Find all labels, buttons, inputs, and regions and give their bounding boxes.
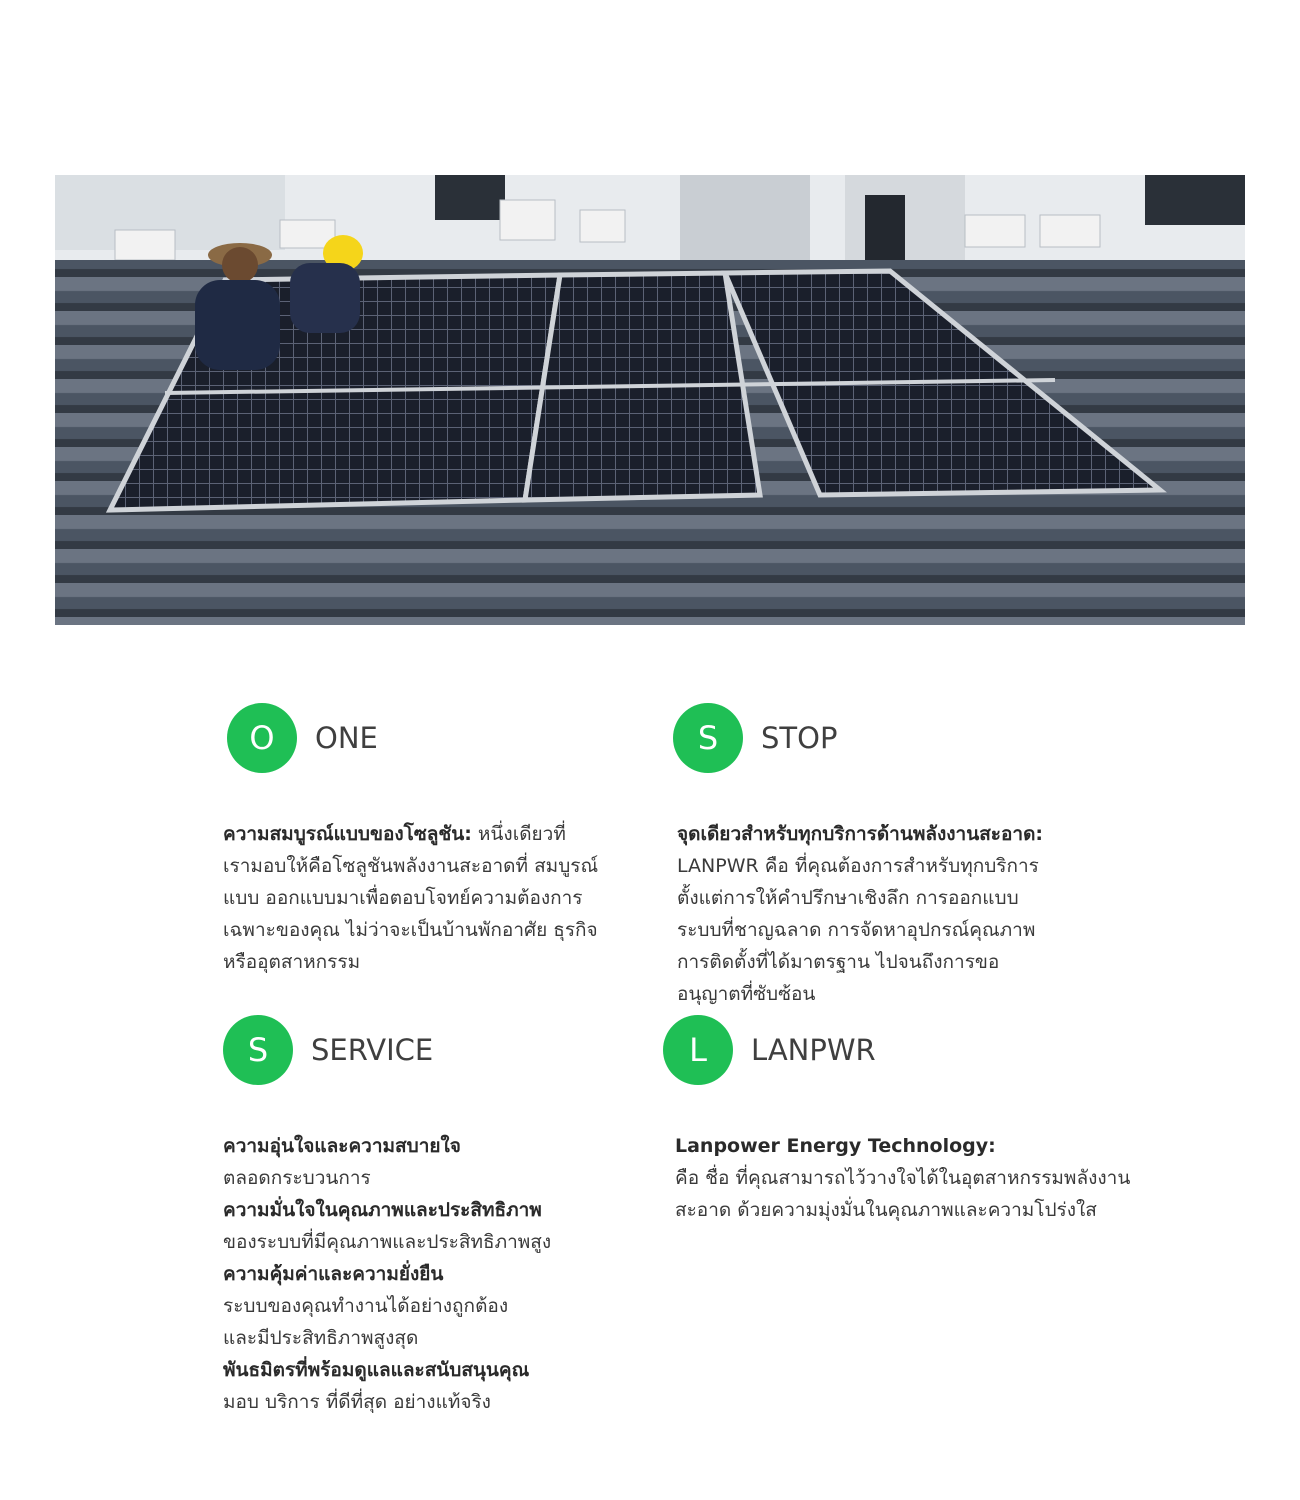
feature-lanpwr-lead: Lanpower Energy Technology:	[675, 1135, 996, 1157]
service-item-text: ของระบบที่มีคุณภาพและประสิทธิภาพสูง	[223, 1231, 552, 1253]
hero-solar-photo	[55, 175, 1245, 625]
feature-stop-description	[677, 818, 1043, 1010]
service-item-text: และมีประสิทธิภาพสูงสุด	[223, 1327, 419, 1349]
feature-service-heading	[223, 1015, 433, 1085]
service-item-text: มอบ บริการ ที่ดีที่สุด อย่างแท้จริง	[223, 1391, 491, 1413]
letter-badge-l: L	[663, 1015, 733, 1085]
letter-badge-s: S	[223, 1015, 293, 1085]
feature-stop-lead: จุดเดียวสำหรับทุกบริการด้านพลังงานสะอาด:	[677, 823, 1044, 845]
feature-lanpwr-heading	[663, 1015, 876, 1085]
feature-one-line: แบบ ออกแบบมาเพื่อตอบโจทย์ความต้องการ	[223, 887, 583, 909]
feature-title-one: ONE	[315, 721, 378, 755]
feature-one-line: เรามอบให้คือโซลูชันพลังงานสะอาดที่ สมบูรณ์	[223, 855, 599, 877]
service-item-title: พันธมิตรที่พร้อมดูแลและสนับสนุนคุณ	[223, 1359, 530, 1381]
feature-one-line: เฉพาะของคุณ ไม่ว่าจะเป็นบ้านพักอาศัย ธุรกิจ	[223, 919, 598, 941]
feature-one-heading	[227, 703, 378, 773]
letter-badge-s: S	[673, 703, 743, 773]
feature-one-description	[223, 818, 598, 978]
service-item-title: ความอุ่นใจและความสบายใจ	[223, 1135, 461, 1157]
service-item-title: ความคุ้มค่าและความยั่งยืน	[223, 1263, 444, 1285]
feature-one-line: หรืออุตสาหกรรม	[223, 951, 361, 973]
service-item-text: ตลอดกระบวนการ	[223, 1167, 371, 1189]
feature-stop-heading	[673, 703, 837, 773]
feature-lanpwr-description	[675, 1130, 1130, 1226]
service-item-title: ความมั่นใจในคุณภาพและประสิทธิภาพ	[223, 1199, 542, 1221]
feature-stop-line: ระบบที่ชาญฉลาด การจัดหาอุปกรณ์คุณภาพ	[677, 919, 1036, 941]
feature-stop-line: ตั้งแต่การให้คำปรึกษาเชิงลึก การออกแบบ	[677, 887, 1019, 909]
feature-stop-line: การติดตั้งที่ได้มาตรฐาน ไปจนถึงการขอ	[677, 951, 1000, 973]
feature-one-line: หนึ่งเดียวที่	[477, 823, 566, 845]
feature-stop-line: LANPWR คือ ที่คุณต้องการสำหรับทุกบริการ	[677, 855, 1039, 877]
feature-title-lanpwr: LANPWR	[751, 1033, 876, 1067]
feature-title-stop: STOP	[761, 721, 838, 755]
feature-stop-line: อนุญาตที่ซับซ้อน	[677, 983, 816, 1005]
letter-badge-o: O	[227, 703, 297, 773]
feature-lanpwr-line: สะอาด ด้วยความมุ่งมั่นในคุณภาพและความโปร่งใส	[675, 1199, 1097, 1221]
feature-lanpwr-line: คือ ชื่อ ที่คุณสามารถไว้วางใจได้ในอุตสาหกรรมพลังงาน	[675, 1167, 1131, 1189]
feature-one-lead: ความสมบูรณ์แบบของโซลูชัน:	[223, 823, 472, 845]
feature-service-description	[223, 1130, 551, 1418]
feature-title-service: SERVICE	[311, 1033, 434, 1067]
service-item-text: ระบบของคุณทำงานได้อย่างถูกต้อง	[223, 1295, 509, 1317]
